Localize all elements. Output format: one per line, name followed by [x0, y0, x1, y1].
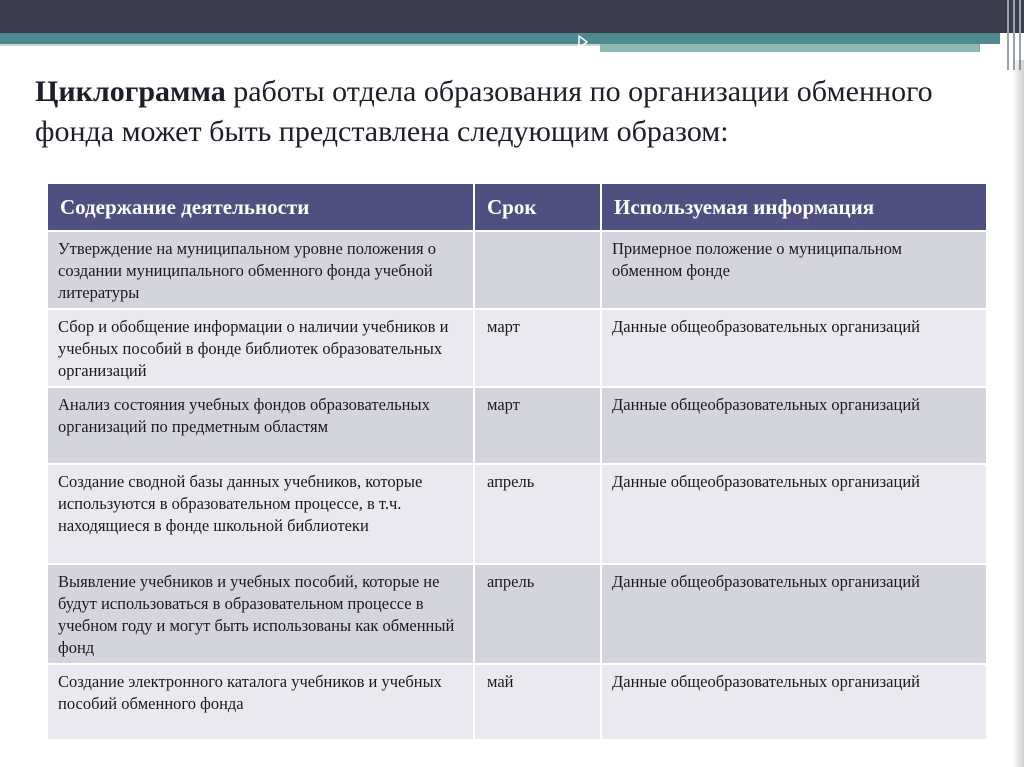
- cell-term: март: [474, 387, 601, 464]
- cell-info: Примерное положение о муниципальном обменном фонде: [601, 231, 987, 309]
- header-info: Используемая информация: [601, 183, 987, 231]
- table-row: [47, 231, 987, 309]
- cell-activity: Создание электронного каталога учебников и учебных пособий обменного фонда: [47, 664, 474, 740]
- cell-term: март: [474, 309, 601, 387]
- header-band-thin: [0, 44, 600, 46]
- slide-title-bold: Циклограмма: [35, 75, 226, 108]
- table-row: [47, 387, 987, 464]
- cell-activity: Анализ состояния учебных фондов образовательных организаций по предметным областям: [47, 387, 474, 464]
- header-band-teal: [0, 33, 1000, 44]
- table-row: [47, 309, 987, 387]
- header-activity: Содержание деятельности: [47, 183, 474, 231]
- table-row: [47, 564, 987, 664]
- header-term: Срок: [474, 183, 601, 231]
- cell-activity: Утверждение на муниципальном уровне положения о создании муниципального обменного фонда учебной литературы: [47, 231, 474, 309]
- slide-title-rest: работы отдела образования по организации обменного фонда может быть представлена следующим образом:: [35, 75, 933, 148]
- cell-term: апрель: [474, 564, 601, 664]
- cell-activity: Создание сводной базы данных учебников, которые используются в образовательном процессе, в т.ч. находящиеся в фонде школьной библиотеки: [47, 464, 474, 564]
- table-header-row: [47, 183, 987, 231]
- cell-term: май: [474, 664, 601, 740]
- cell-info: Данные общеобразовательных организаций: [601, 387, 987, 464]
- cell-info: Данные общеобразовательных организаций: [601, 664, 987, 740]
- chevron-right-icon: [577, 35, 589, 49]
- cell-info: Данные общеобразовательных организаций: [601, 309, 987, 387]
- cyclogram-table: [46, 182, 988, 741]
- table-row: [47, 464, 987, 564]
- slide-title: [35, 72, 995, 152]
- cell-activity: Сбор и обобщение информации о наличии учебников и учебных пособий в фонде библиотек образовательных организаций: [47, 309, 474, 387]
- cell-activity: Выявление учебников и учебных пособий, которые не будут использоваться в образовательном процессе в учебном году и могут быть использованы как обменный фонд: [47, 564, 474, 664]
- header-band-teal-light: [600, 44, 980, 52]
- table-row: [47, 664, 987, 740]
- page-edge-shadow: [1012, 60, 1024, 767]
- cell-info: Данные общеобразовательных организаций: [601, 464, 987, 564]
- cell-info: Данные общеобразовательных организаций: [601, 564, 987, 664]
- header-band-dark: [0, 0, 1024, 33]
- cell-term: [474, 231, 601, 309]
- cell-term: апрель: [474, 464, 601, 564]
